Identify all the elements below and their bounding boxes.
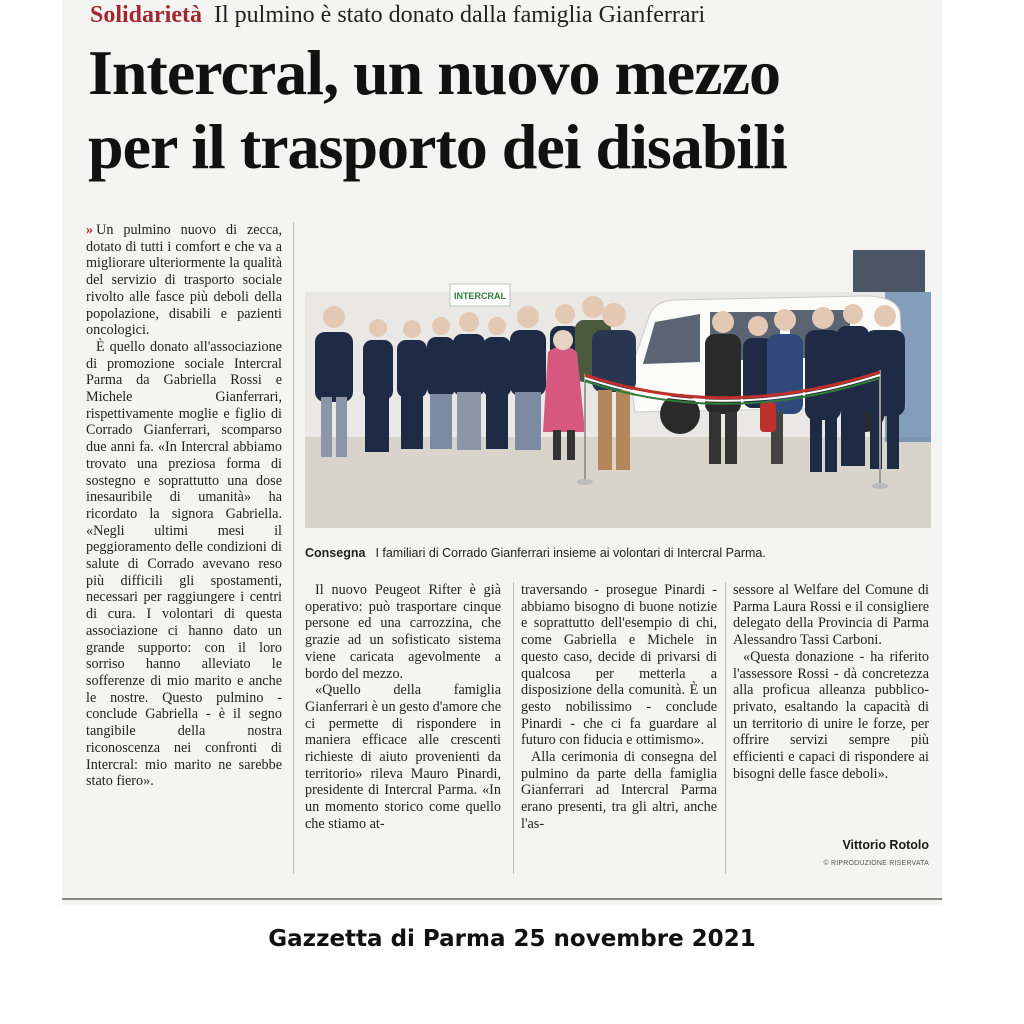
window	[853, 250, 925, 292]
chevron-marker-icon: »	[86, 222, 94, 238]
headline-line-2: per il trasporto dei disabili	[88, 111, 787, 182]
copyright-notice: © RIPRODUZIONE RISERVATA	[823, 860, 929, 867]
column-paragraph: Alla cerimonia di consegna del pulmino da parte della famiglia Gianferrari ad Intercral Parma erano presenti, tra gli altri, anche l'as-	[521, 749, 717, 832]
source-caption: Gazzetta di Parma 25 novembre 2021	[268, 926, 756, 952]
lede-paragraph: È quello donato all'associazione di promozione sociale Intercral Parma da Gabriella Rossi e Michele Gianferrari, rispettivamente moglie e figlio di Corrado Gianferrari, scomparso due anni fa. «In Intercral abbiamo trovato una preziosa forma di sostegno e soprattutto una dose inesauribile di umanità» ha ricordato la signora Gabriella. «Negli ultimi mesi il peggioramento delle condizioni di salute di Corrado avevano reso più difficili gli spostamenti, necessari per raggiungere i centri di cura. I volontari di questa associazione ci hanno dato un grande supporto: con il loro sorriso hanno alleviato le sofferenze di mio marito e anche le nostre. Questo pulmino - conclude Gabriella - è il segno tangibile della nostra riconoscenza nei confronti di Intercral: mio marito ne sarebbe stato fiero».	[86, 338, 282, 790]
banner-text: INTERCRAL	[454, 291, 506, 301]
newspaper-clipping	[62, 0, 942, 905]
caption-label: Consegna	[305, 546, 366, 560]
column-paragraph: sessore al Welfare del Comune di Parma Laura Rossi e il consigliere delegato della Provincia di Parma Alessandro Tassi Carboni.	[733, 582, 929, 649]
caption-text: I familiari di Corrado Gianferrari insieme ai volontari di Intercral Parma.	[375, 546, 766, 560]
column-paragraph: Il nuovo Peugeot Rifter è già operativo: può trasportare cinque persone ed una carrozzina, che grazie ad un sofisticato sistema viene caricata agevolmente a bordo del mezzo.	[305, 582, 501, 682]
group-photo	[305, 222, 931, 528]
ceiling	[305, 222, 931, 292]
article-column-2	[521, 582, 717, 833]
kicker	[90, 2, 705, 29]
lede-paragraph-1-text: Un pulmino nuovo di zecca, dotato di tutti i comfort e che va a migliorare ulteriormente la qualità del servizio di trasporto sociale rivolto alle fasce più deboli della popolazione, disabili e pazienti oncologici.	[86, 222, 282, 339]
column-divider	[513, 582, 514, 874]
column-divider	[293, 222, 294, 874]
column-paragraph: «Quello della famiglia Gianferrari è un gesto d'amore che ci permette di rispondere in maniera efficace alle crescenti richieste di aiuto provenienti da territorio» rileva Mauro Pinardi, presidente di Intercral Parma. «In un momento storico come quello che stiamo at-	[305, 682, 501, 832]
lede-column	[86, 222, 282, 790]
kicker-text: Il pulmino è stato donato dalla famiglia Gianferrari	[214, 2, 706, 28]
byline: Vittorio Rotolo	[842, 838, 929, 852]
column-paragraph: «Questa donazione - ha riferito l'assessore Rossi - dà concretezza alla proficua alleanza pubblico-privato, esaltando la capacità di un territorio di unire le forze, per offrire servizi sempre più efficienti e capaci di rispondere ai bisogni delle fasce deboli».	[733, 648, 929, 782]
kicker-tag: Solidarietà	[90, 2, 202, 28]
article-column-1	[305, 582, 501, 833]
bottom-rule	[62, 898, 942, 900]
photo-caption	[305, 546, 931, 560]
lede-paragraph	[86, 222, 282, 339]
column-paragraph: traversando - prosegue Pinardi - abbiamo bisogno di buone notizie e soprattutto dell'esempio di chi, come Gabriella e Michele in questo caso, decide di privarsi di qualcosa per metterla a disposizione della comunità. È un gesto nobilissimo - conclude Pinardi - che ci fa guardare al futuro con fiducia e ottimismo».	[521, 582, 717, 749]
article-column-3	[733, 582, 929, 782]
column-divider	[725, 582, 726, 874]
headline-line-1: Intercral, un nuovo mezzo	[88, 37, 780, 108]
headline	[88, 36, 928, 184]
